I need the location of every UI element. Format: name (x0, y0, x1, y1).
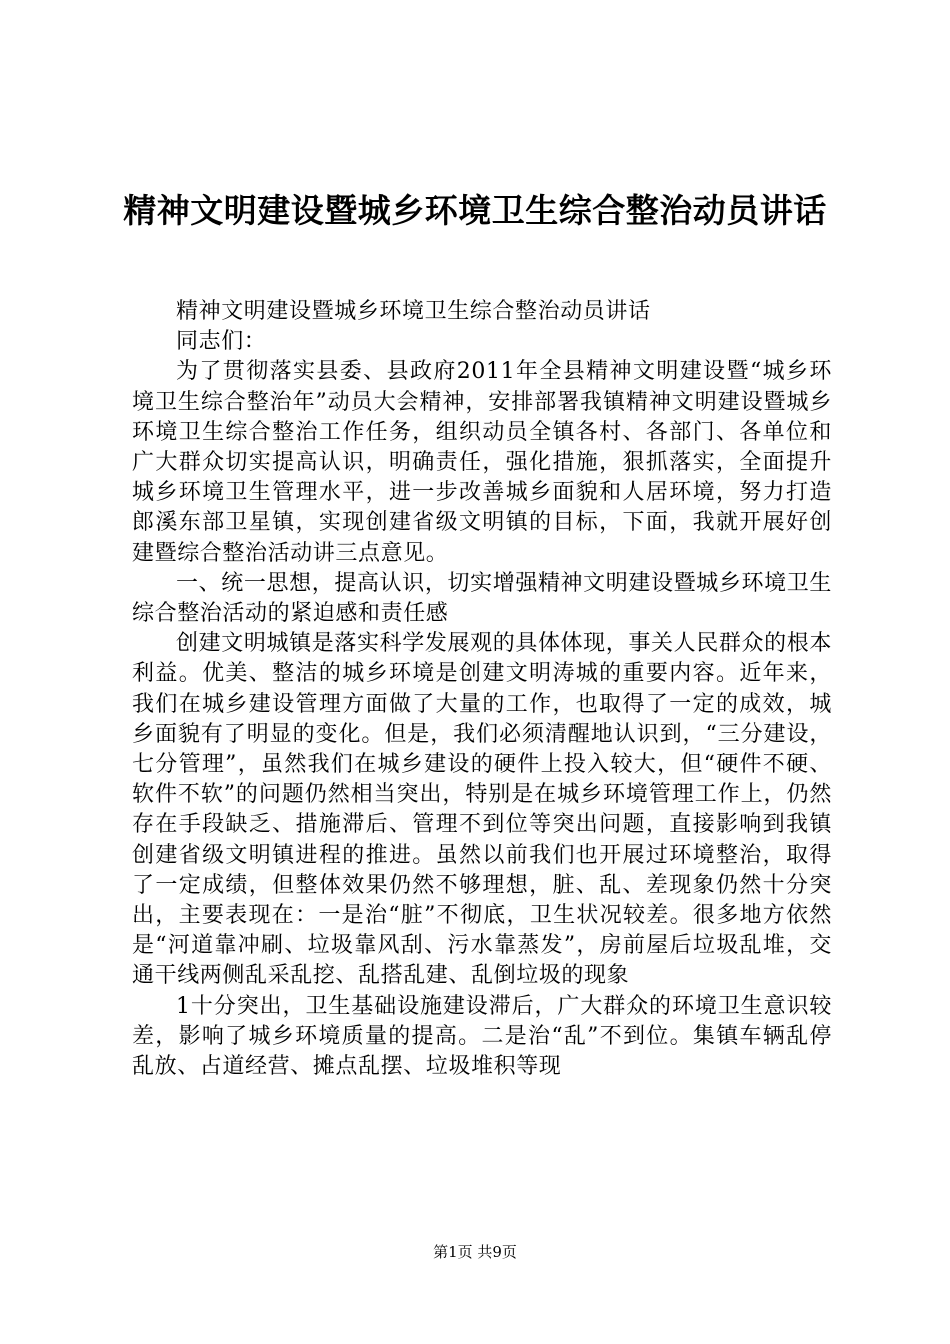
page-number-footer: 第1页 共9页 (433, 1243, 517, 1261)
body-paragraph-1: 创建文明城镇是落实科学发展观的具体体现，事关人民群众的根本利益。优美、整洁的城乡环境是创建文明涛城的重要内容。近年来，我们在城乡建设管理方面做了大量的工作，也取得了一定的成效，城乡面貌有了明显的变化。但是，我们必须清醒地认识到，“三分建设，七分管理”，虽然我们在城乡建设的硬件上投入较大，但“硬件不硬、软件不软”的问题仍然相当突出，特别是在城乡环境管理工作上，仍然存在手段缺乏、措施滞后、管理不到位等突出问题，直接影响到我镇创建省级文明镇进程的推进。虽然以前我们也开展过环境整治，取得了一定成绩，但整体效果仍然不够理想，脏、乱、差现象仍然十分突出，主要表现在：一是治“脏”不彻底，卫生状况较差。很多地方依然是“河道靠冲刷、垃圾靠风刮、污水靠蒸发”，房前屋后垃圾乱堆，交通干线两侧乱采乱挖、乱搭乱建、乱倒垃圾的现象 (132, 631, 832, 989)
section-heading-1: 一、统一思想，提高认识，切实增强精神文明建设暨城乡环境卫生综合整治活动的紧迫感和责任感 (132, 570, 832, 627)
document-title: 精神文明建设暨城乡环境卫生综合整治动员讲话 (123, 191, 827, 230)
document-body (132, 297, 832, 1082)
subtitle-paragraph: 精神文明建设暨城乡环境卫生综合整治动员讲话 (176, 299, 651, 324)
salutation-paragraph: 同志们： (176, 329, 267, 355)
intro-paragraph: 为了贯彻落实县委、县政府2011年全县精神文明建设暨“城乡环境卫生综合整治年”动员大会精神，安排部署我镇精神文明建设暨城乡环境卫生综合整治工作任务，组织动员全镇各村、各部门、各单位和广大群众切实提高认识，明确责任，强化措施，狠抓落实，全面提升城乡环境卫生管理水平，进一步改善城乡面貌和人居环境，努力打造郎溪东部卫星镇，实现创建省级文明镇的目标，下面，我就开展好创建暨综合整治活动讲三点意见。 (132, 359, 832, 566)
body-paragraph-2: 1十分突出，卫生基础设施建设滞后，广大群众的环境卫生意识较差，影响了城乡环境质量的提高。二是治“乱”不到位。集镇车辆乱停乱放、占道经营、摊点乱摆、垃圾堆积等现 (132, 993, 832, 1080)
